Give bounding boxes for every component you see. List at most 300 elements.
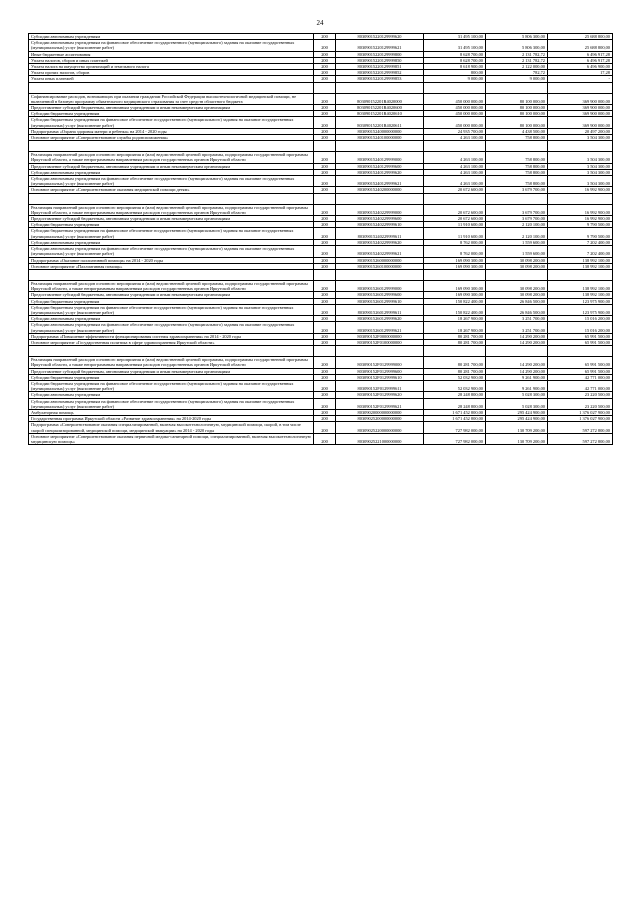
executed-amount-cell: 5 028 300,00 — [486, 392, 548, 398]
classification-code-cell: 80309025220000000000 — [336, 422, 424, 433]
table-row — [29, 117, 613, 128]
spacer-cell — [424, 141, 486, 152]
classification-code-cell: 80309025200000000000 — [336, 416, 424, 422]
executed-amount-cell: 30 098 200,00 — [486, 257, 548, 263]
table-row — [29, 292, 613, 298]
admin-code-cell: 200 — [314, 374, 336, 380]
executed-amount-cell: 4 438 500,00 — [486, 128, 548, 134]
expense-name-cell: Субсидии бюджетным учреждениям — [29, 111, 314, 117]
table-row — [29, 176, 613, 187]
approved-amount-cell: 4 263 100,00 — [424, 169, 486, 175]
executed-amount-cell: 782,72 — [486, 70, 548, 76]
table-row — [29, 152, 613, 163]
table-row — [29, 64, 613, 70]
spacer-cell — [29, 193, 314, 204]
executed-amount-cell: 30 098 200,00 — [486, 292, 548, 298]
classification-code-cell: 803090152F0100000000 — [336, 339, 424, 345]
classification-code-cell: 80309015240229999610 — [336, 222, 424, 228]
remaining-amount-cell: 597 272 800,00 — [548, 433, 613, 444]
table-row — [29, 433, 613, 444]
executed-amount-cell: 758 800,00 — [486, 152, 548, 163]
classification-code-cell: 803090152F0129999000 — [336, 357, 424, 368]
executed-amount-cell: 758 800,00 — [486, 169, 548, 175]
executed-amount-cell: 26 846 500,00 — [486, 304, 548, 315]
expense-name-cell: Реализация направлений расходов основного мероприятия и (или) ведомственной целевой программы, подпрограммы государственной программы Иркутской области, а также непрограммным направлениям расходов государственных органов Иркутской области — [29, 204, 314, 215]
classification-code-cell: 803090152F0129999611 — [336, 380, 424, 391]
admin-code-cell: 200 — [314, 64, 336, 70]
classification-code-cell: 80309015240229999621 — [336, 246, 424, 257]
spacer-cell — [314, 141, 336, 152]
admin-code-cell: 200 — [314, 433, 336, 444]
expense-name-cell: Основное мероприятие «Совершенствование оказания первичной медико-санитарной помощи, специализированной, включая высокотехнологичную медицинскую помощь» — [29, 433, 314, 444]
approved-amount-cell: 24 935 700,00 — [424, 128, 486, 134]
table-row — [29, 216, 613, 222]
admin-code-cell: 200 — [314, 263, 336, 269]
expense-name-cell: Субсидии бюджетным учреждениям — [29, 222, 314, 228]
executed-amount-cell: 130 709 200,00 — [486, 422, 548, 433]
executed-amount-cell: 5 806 300,00 — [486, 34, 548, 40]
executed-amount-cell: 30 098 200,00 — [486, 280, 548, 291]
admin-code-cell: 200 — [314, 409, 336, 415]
budget-table-body — [29, 34, 613, 445]
approved-amount-cell: 80 281 700,00 — [424, 357, 486, 368]
executed-amount-cell: 5 028 300,00 — [486, 398, 548, 409]
classification-code-cell: 80309015240129999621 — [336, 176, 424, 187]
approved-amount-cell: 169 090 300,00 — [424, 280, 486, 291]
expense-name-cell: Субсидии бюджетным учреждениям — [29, 298, 314, 304]
admin-code-cell: 200 — [314, 117, 336, 128]
table-spacer-row — [29, 346, 613, 357]
remaining-amount-cell: 123 975 900,00 — [548, 298, 613, 304]
spacer-cell — [336, 269, 424, 280]
executed-amount-cell: 295 424 900,00 — [486, 409, 548, 415]
remaining-amount-cell: 17,28 — [548, 70, 613, 76]
remaining-amount-cell: 65 991 500,00 — [548, 368, 613, 374]
remaining-amount-cell: 3 504 300,00 — [548, 163, 613, 169]
remaining-amount-cell: 597 272 800,00 — [548, 422, 613, 433]
classification-code-cell: 80309015240229999611 — [336, 228, 424, 239]
spacer-cell — [29, 346, 314, 357]
admin-code-cell: 200 — [314, 105, 336, 111]
classification-code-cell: 80309015260129999600 — [336, 292, 424, 298]
spacer-cell — [486, 193, 548, 204]
expense-name-cell: Уплата налогов, сборов и иных платежей — [29, 57, 314, 63]
expense-name-cell: Субсидии автономным учреждениям на финансовое обеспечение государственного (муниципального) задания на оказание государственных (муниципальных) услуг (выполнение работ) — [29, 398, 314, 409]
remaining-amount-cell: 1 376 027 900,00 — [548, 416, 613, 422]
admin-code-cell: 200 — [314, 204, 336, 215]
expense-name-cell: Иные бюджетные ассигнования — [29, 51, 314, 57]
approved-amount-cell: 8 618 900,00 — [424, 64, 486, 70]
expense-name-cell: Субсидии бюджетным учреждениям — [29, 374, 314, 380]
approved-amount-cell: 18 267 900,00 — [424, 316, 486, 322]
remaining-amount-cell: 9 790 500,00 — [548, 228, 613, 239]
admin-code-cell: 200 — [314, 304, 336, 315]
table-row — [29, 380, 613, 391]
table-spacer-row — [29, 193, 613, 204]
executed-amount-cell: 80 100 000,00 — [486, 93, 548, 104]
spacer-cell — [486, 346, 548, 357]
remaining-amount-cell: 138 992 100,00 — [548, 280, 613, 291]
table-row — [29, 187, 613, 193]
remaining-amount-cell: 16 992 900,00 — [548, 187, 613, 193]
approved-amount-cell: 28 248 800,00 — [424, 398, 486, 409]
table-row — [29, 357, 613, 368]
spacer-cell — [424, 193, 486, 204]
classification-code-cell: 80309015240229999000 — [336, 204, 424, 215]
table-row — [29, 339, 613, 345]
table-row — [29, 422, 613, 433]
admin-code-cell: 200 — [314, 422, 336, 433]
admin-code-cell: 200 — [314, 34, 336, 40]
admin-code-cell: 200 — [314, 368, 336, 374]
executed-amount-cell: 3 251 700,00 — [486, 316, 548, 322]
expense-name-cell: Субсидии автономным учреждениям — [29, 34, 314, 40]
approved-amount-cell: 80 281 700,00 — [424, 368, 486, 374]
expense-name-cell: Предоставление субсидий бюджетным, автономным учреждениям и иным некоммерческим организациям — [29, 105, 314, 111]
table-row — [29, 204, 613, 215]
admin-code-cell: 200 — [314, 222, 336, 228]
remaining-amount-cell: 3 504 300,00 — [548, 152, 613, 163]
executed-amount-cell: 26 846 500,00 — [486, 298, 548, 304]
approved-amount-cell: 9 000,00 — [424, 76, 486, 82]
spacer-cell — [29, 82, 314, 93]
expense-name-cell: Уплата налога на имущество организаций и земельного налога — [29, 64, 314, 70]
classification-code-cell: 803090152201R4020000 — [336, 93, 424, 104]
classification-code-cell: 803090152F0129999620 — [336, 392, 424, 398]
admin-code-cell: 200 — [314, 163, 336, 169]
spacer-cell — [486, 141, 548, 152]
spacer-cell — [424, 82, 486, 93]
executed-amount-cell: 9 000,00 — [486, 76, 548, 82]
admin-code-cell: 200 — [314, 152, 336, 163]
approved-amount-cell: 28 248 800,00 — [424, 392, 486, 398]
remaining-amount-cell: 23 220 500,00 — [548, 398, 613, 409]
remaining-amount-cell: 20 497 200,00 — [548, 128, 613, 134]
classification-code-cell: 80309015240000000000 — [336, 128, 424, 134]
table-row — [29, 304, 613, 315]
table-row — [29, 416, 613, 422]
classification-code-cell: 80309015220129999852 — [336, 70, 424, 76]
remaining-amount-cell: 6 496 917,28 — [548, 51, 613, 57]
expense-name-cell: Основное мероприятие «Государственная политика в сфере здравоохранения Иркутской области» — [29, 339, 314, 345]
table-row — [29, 280, 613, 291]
approved-amount-cell: 18 267 900,00 — [424, 322, 486, 333]
admin-code-cell: 200 — [314, 169, 336, 175]
spacer-cell — [548, 346, 613, 357]
remaining-amount-cell: 9 790 500,00 — [548, 222, 613, 228]
admin-code-cell: 200 — [314, 322, 336, 333]
table-row — [29, 263, 613, 269]
remaining-amount-cell: 65 991 500,00 — [548, 333, 613, 339]
classification-code-cell: 80309015240100000000 — [336, 135, 424, 141]
classification-code-cell: 80309015220129999851 — [336, 64, 424, 70]
approved-amount-cell: 450 000 000,00 — [424, 105, 486, 111]
expense-name-cell: Реализация направлений расходов основного мероприятия и (или) ведомственной целевой программы, подпрограммы государственной программы Иркутской области, а также непрограммным направлениям расходов государственных органов Иркутской области — [29, 357, 314, 368]
table-row — [29, 93, 613, 104]
admin-code-cell: 200 — [314, 392, 336, 398]
expense-name-cell: Основное мероприятие «Совершенствование службы родовспоможения» — [29, 135, 314, 141]
executed-amount-cell: 2 122 000,00 — [486, 64, 548, 70]
executed-amount-cell: 3 679 700,00 — [486, 204, 548, 215]
approved-amount-cell: 11 910 600,00 — [424, 228, 486, 239]
admin-code-cell: 200 — [314, 280, 336, 291]
table-row — [29, 398, 613, 409]
remaining-amount-cell: 23 220 500,00 — [548, 392, 613, 398]
approved-amount-cell: 4 263 100,00 — [424, 163, 486, 169]
expense-name-cell: Субсидии бюджетным учреждениям на финансовое обеспечение государственного (муниципального) задания на оказание государственных (муниципальных) услуг (выполнение работ) — [29, 117, 314, 128]
admin-code-cell: 200 — [314, 176, 336, 187]
remaining-amount-cell: 16 992 900,00 — [548, 216, 613, 222]
table-row — [29, 368, 613, 374]
admin-code-cell: 200 — [314, 187, 336, 193]
expense-name-cell: Основное мероприятие «Совершенствование оказания медицинской помощи детям» — [29, 187, 314, 193]
admin-code-cell: 200 — [314, 380, 336, 391]
executed-amount-cell: 30 098 200,00 — [486, 263, 548, 269]
classification-code-cell: 80309015260129999621 — [336, 322, 424, 333]
executed-amount-cell: 80 100 000,00 — [486, 111, 548, 117]
executed-amount-cell: 2 131 782,72 — [486, 51, 548, 57]
spacer-cell — [424, 346, 486, 357]
approved-amount-cell: 80 281 700,00 — [424, 339, 486, 345]
admin-code-cell: 200 — [314, 135, 336, 141]
classification-code-cell: 80309015260000000000 — [336, 257, 424, 263]
approved-amount-cell: 150 822 400,00 — [424, 304, 486, 315]
classification-code-cell: 80309015240129999620 — [336, 169, 424, 175]
table-row — [29, 40, 613, 51]
approved-amount-cell: 4 263 100,00 — [424, 135, 486, 141]
remaining-amount-cell: 7 202 400,00 — [548, 239, 613, 245]
approved-amount-cell: 11 910 600,00 — [424, 222, 486, 228]
budget-table — [28, 33, 613, 445]
admin-code-cell: 200 — [314, 51, 336, 57]
classification-code-cell: 80309015220129999853 — [336, 76, 424, 82]
classification-code-cell: 80309015220129999800 — [336, 51, 424, 57]
expense-name-cell: Предоставление субсидий бюджетным, автономным учреждениям и иным некоммерческим организациям — [29, 292, 314, 298]
remaining-amount-cell: 369 900 000,00 — [548, 111, 613, 117]
classification-code-cell: 80309025221000000000 — [336, 433, 424, 444]
expense-name-cell: Подпрограмма «Повышение эффективности функционирования системы здравоохранения» на 2014 - 2020 годы — [29, 333, 314, 339]
approved-amount-cell: 450 000 000,00 — [424, 111, 486, 117]
remaining-amount-cell: 42 771 000,00 — [548, 374, 613, 380]
remaining-amount-cell: 6 496 900,00 — [548, 64, 613, 70]
executed-amount-cell: 9 261 900,00 — [486, 380, 548, 391]
approved-amount-cell: 169 090 300,00 — [424, 257, 486, 263]
approved-amount-cell: 450 000 000,00 — [424, 117, 486, 128]
approved-amount-cell: 8 762 000,00 — [424, 239, 486, 245]
approved-amount-cell: 80 281 700,00 — [424, 333, 486, 339]
expense-name-cell: Уплата прочих налогов, сборов — [29, 70, 314, 76]
remaining-amount-cell: 138 992 100,00 — [548, 263, 613, 269]
table-row — [29, 228, 613, 239]
admin-code-cell: 200 — [314, 76, 336, 82]
remaining-amount-cell: 3 504 300,00 — [548, 169, 613, 175]
executed-amount-cell: 3 679 700,00 — [486, 187, 548, 193]
admin-code-cell: 200 — [314, 70, 336, 76]
spacer-cell — [486, 82, 548, 93]
approved-amount-cell: 727 982 000,00 — [424, 422, 486, 433]
spacer-cell — [29, 269, 314, 280]
classification-code-cell: 803090152201R4020611 — [336, 117, 424, 128]
expense-name-cell: Основное мероприятие «Паллиативная помощь» — [29, 263, 314, 269]
spacer-cell — [314, 193, 336, 204]
approved-amount-cell: 1 671 452 800,00 — [424, 409, 486, 415]
page-number: 24 — [316, 19, 324, 27]
spacer-cell — [548, 193, 613, 204]
remaining-amount-cell: 7 202 400,00 — [548, 246, 613, 257]
expense-name-cell: Субсидии автономным учреждениям на финансовое обеспечение государственного (муниципального) задания на оказание государственных (муниципальных) услуг (выполнение работ) — [29, 246, 314, 257]
expense-name-cell: Субсидии бюджетным учреждениям на финансовое обеспечение государственного (муниципального) задания на оказание государственных (муниципальных) услуг (выполнение работ) — [29, 304, 314, 315]
remaining-amount-cell: 369 900 000,00 — [548, 105, 613, 111]
approved-amount-cell: 800,00 — [424, 70, 486, 76]
remaining-amount-cell: 65 991 500,00 — [548, 357, 613, 368]
approved-amount-cell: 31 495 100,00 — [424, 40, 486, 51]
remaining-amount-cell: 1 376 027 900,00 — [548, 409, 613, 415]
expense-name-cell: Реализация направлений расходов основного мероприятия и (или) ведомственной целевой программы, подпрограммы государственной программы Иркутской области, а также непрограммным направлениям расходов государственных органов Иркутской области — [29, 280, 314, 291]
executed-amount-cell: 14 290 200,00 — [486, 368, 548, 374]
expense-name-cell: Субсидии автономным учреждениям — [29, 239, 314, 245]
approved-amount-cell: 169 090 300,00 — [424, 292, 486, 298]
admin-code-cell: 200 — [314, 333, 336, 339]
classification-code-cell: 80309015260129999611 — [336, 304, 424, 315]
executed-amount-cell: 2 120 100,00 — [486, 222, 548, 228]
spacer-cell — [336, 346, 424, 357]
classification-code-cell: 80309015220129999620 — [336, 34, 424, 40]
classification-code-cell: 803090152F0129999600 — [336, 368, 424, 374]
classification-code-cell: 80309015260100000000 — [336, 263, 424, 269]
remaining-amount-cell: 6 496 917,28 — [548, 57, 613, 63]
classification-code-cell: 80309015240129999600 — [336, 163, 424, 169]
spacer-cell — [486, 269, 548, 280]
expense-name-cell: Подпрограмма «Охрана здоровья матери и ребенка» на 2014 - 2020 годы — [29, 128, 314, 134]
admin-code-cell: 200 — [314, 298, 336, 304]
executed-amount-cell: 14 290 200,00 — [486, 339, 548, 345]
approved-amount-cell: 31 495 100,00 — [424, 34, 486, 40]
spacer-cell — [548, 82, 613, 93]
classification-code-cell: 80309015240229999600 — [336, 216, 424, 222]
approved-amount-cell: 8 628 700,00 — [424, 57, 486, 63]
executed-amount-cell: 1 559 600,00 — [486, 239, 548, 245]
executed-amount-cell: 14 290 200,00 — [486, 333, 548, 339]
table-row — [29, 246, 613, 257]
spacer-cell — [336, 82, 424, 93]
executed-amount-cell: 758 800,00 — [486, 176, 548, 187]
spacer-cell — [314, 82, 336, 93]
remaining-amount-cell: 3 504 300,00 — [548, 176, 613, 187]
table-row — [29, 105, 613, 111]
remaining-amount-cell: 138 992 100,00 — [548, 292, 613, 298]
executed-amount-cell: 14 290 200,00 — [486, 357, 548, 368]
table-spacer-row — [29, 269, 613, 280]
executed-amount-cell: 3 251 700,00 — [486, 322, 548, 333]
spacer-cell — [424, 269, 486, 280]
approved-amount-cell: 4 263 100,00 — [424, 176, 486, 187]
approved-amount-cell: 169 090 300,00 — [424, 263, 486, 269]
admin-code-cell: 200 — [314, 93, 336, 104]
admin-code-cell: 200 — [314, 339, 336, 345]
approved-amount-cell: 52 032 900,00 — [424, 374, 486, 380]
remaining-amount-cell: 369 900 000,00 — [548, 117, 613, 128]
spacer-cell — [336, 141, 424, 152]
admin-code-cell: 200 — [314, 111, 336, 117]
classification-code-cell: 80309015260129999000 — [336, 280, 424, 291]
expense-name-cell: Подпрограмма «Совершенствование оказания специализированной, включая высокотехнологичную, медицинской помощи, скорой, в том числе скорой специализированной, медицинской помощи, медицинской эвакуации» на 2014 - 2020 годы — [29, 422, 314, 433]
spacer-cell — [314, 346, 336, 357]
remaining-amount-cell: 15 016 200,00 — [548, 322, 613, 333]
executed-amount-cell: 1 559 600,00 — [486, 246, 548, 257]
executed-amount-cell: 2 131 782,72 — [486, 57, 548, 63]
expense-name-cell: Подпрограмма «Оказание паллиативной помощи» на 2014 - 2020 годы — [29, 257, 314, 263]
admin-code-cell: 200 — [314, 228, 336, 239]
expense-name-cell: Предоставление субсидий бюджетным, автономным учреждениям и иным некоммерческим организациям — [29, 163, 314, 169]
admin-code-cell: 200 — [314, 292, 336, 298]
expense-name-cell: Субсидии бюджетным учреждениям на финансовое обеспечение государственного (муниципального) задания на оказание государственных (муниципальных) услуг (выполнение работ) — [29, 380, 314, 391]
approved-amount-cell: 20 672 600,00 — [424, 187, 486, 193]
executed-amount-cell: 295 424 900,00 — [486, 416, 548, 422]
approved-amount-cell: 8 762 000,00 — [424, 246, 486, 257]
table-spacer-row — [29, 141, 613, 152]
expense-name-cell: Субсидии автономным учреждениям на финансовое обеспечение государственного (муниципального) задания на оказание государственных (муниципальных) услуг (выполнение работ) — [29, 176, 314, 187]
admin-code-cell: 200 — [314, 40, 336, 51]
approved-amount-cell: 1 671 452 800,00 — [424, 416, 486, 422]
approved-amount-cell: 52 032 900,00 — [424, 380, 486, 391]
executed-amount-cell: 80 100 000,00 — [486, 105, 548, 111]
remaining-amount-cell: 65 991 500,00 — [548, 339, 613, 345]
classification-code-cell: 803090152F0000000000 — [336, 333, 424, 339]
executed-amount-cell: 5 806 300,00 — [486, 40, 548, 51]
approved-amount-cell: 450 000 000,00 — [424, 93, 486, 104]
expense-name-cell: Субсидии автономным учреждениям — [29, 169, 314, 175]
classification-code-cell: 80309015260129999610 — [336, 298, 424, 304]
table-row — [29, 257, 613, 263]
expense-name-cell: Предоставление субсидий бюджетным, автономным учреждениям и иным некоммерческим организациям — [29, 368, 314, 374]
remaining-amount-cell: - — [548, 76, 613, 82]
expense-name-cell: Амбулаторная помощь — [29, 409, 314, 415]
remaining-amount-cell: 25 688 800,00 — [548, 34, 613, 40]
executed-amount-cell: 758 800,00 — [486, 163, 548, 169]
expense-name-cell: Государственная программа Иркутской области «Развитие здравоохранения» на 2014-2020 годы — [29, 416, 314, 422]
executed-amount-cell: 9 261 900,00 — [486, 374, 548, 380]
admin-code-cell: 200 — [314, 57, 336, 63]
spacer-cell — [336, 193, 424, 204]
classification-code-cell: 803090152F0129999621 — [336, 398, 424, 409]
remaining-amount-cell: 25 688 800,00 — [548, 40, 613, 51]
approved-amount-cell: 150 822 400,00 — [424, 298, 486, 304]
executed-amount-cell: 2 120 100,00 — [486, 228, 548, 239]
admin-code-cell: 200 — [314, 316, 336, 322]
admin-code-cell: 200 — [314, 357, 336, 368]
spacer-cell — [29, 141, 314, 152]
approved-amount-cell: 20 672 600,00 — [424, 204, 486, 215]
expense-name-cell: Субсидии автономным учреждениям на финансовое обеспечение государственного (муниципального) задания на оказание государственных (муниципальных) услуг (выполнение работ) — [29, 40, 314, 51]
admin-code-cell: 200 — [314, 257, 336, 263]
executed-amount-cell: 3 679 700,00 — [486, 216, 548, 222]
table-row — [29, 135, 613, 141]
admin-code-cell: 200 — [314, 398, 336, 409]
table-row — [29, 322, 613, 333]
approved-amount-cell: 20 672 600,00 — [424, 216, 486, 222]
classification-code-cell: 803090152201R4020610 — [336, 111, 424, 117]
approved-amount-cell: 727 982 000,00 — [424, 433, 486, 444]
approved-amount-cell: 8 628 700,00 — [424, 51, 486, 57]
expense-name-cell: Субсидии бюджетным учреждениям на финансовое обеспечение государственного (муниципального) задания на оказание государственных (муниципальных) услуг (выполнение работ) — [29, 228, 314, 239]
classification-code-cell: 803090152201R4020600 — [336, 105, 424, 111]
classification-code-cell: 803090152F0129999610 — [336, 374, 424, 380]
classification-code-cell: 80309015240229999620 — [336, 239, 424, 245]
remaining-amount-cell: 138 992 100,00 — [548, 257, 613, 263]
expense-name-cell: Софинансирование расходов, возникающих при оказании гражданам Российской Федерации высокотехнологичной медицинской помощи, не включенной в базовую программу обязательного медицинского страхования за счет средств областного бюджета — [29, 93, 314, 104]
remaining-amount-cell: 42 771 000,00 — [548, 380, 613, 391]
expense-name-cell: Предоставление субсидий бюджетным, автономным учреждениям и иным некоммерческим организациям — [29, 216, 314, 222]
